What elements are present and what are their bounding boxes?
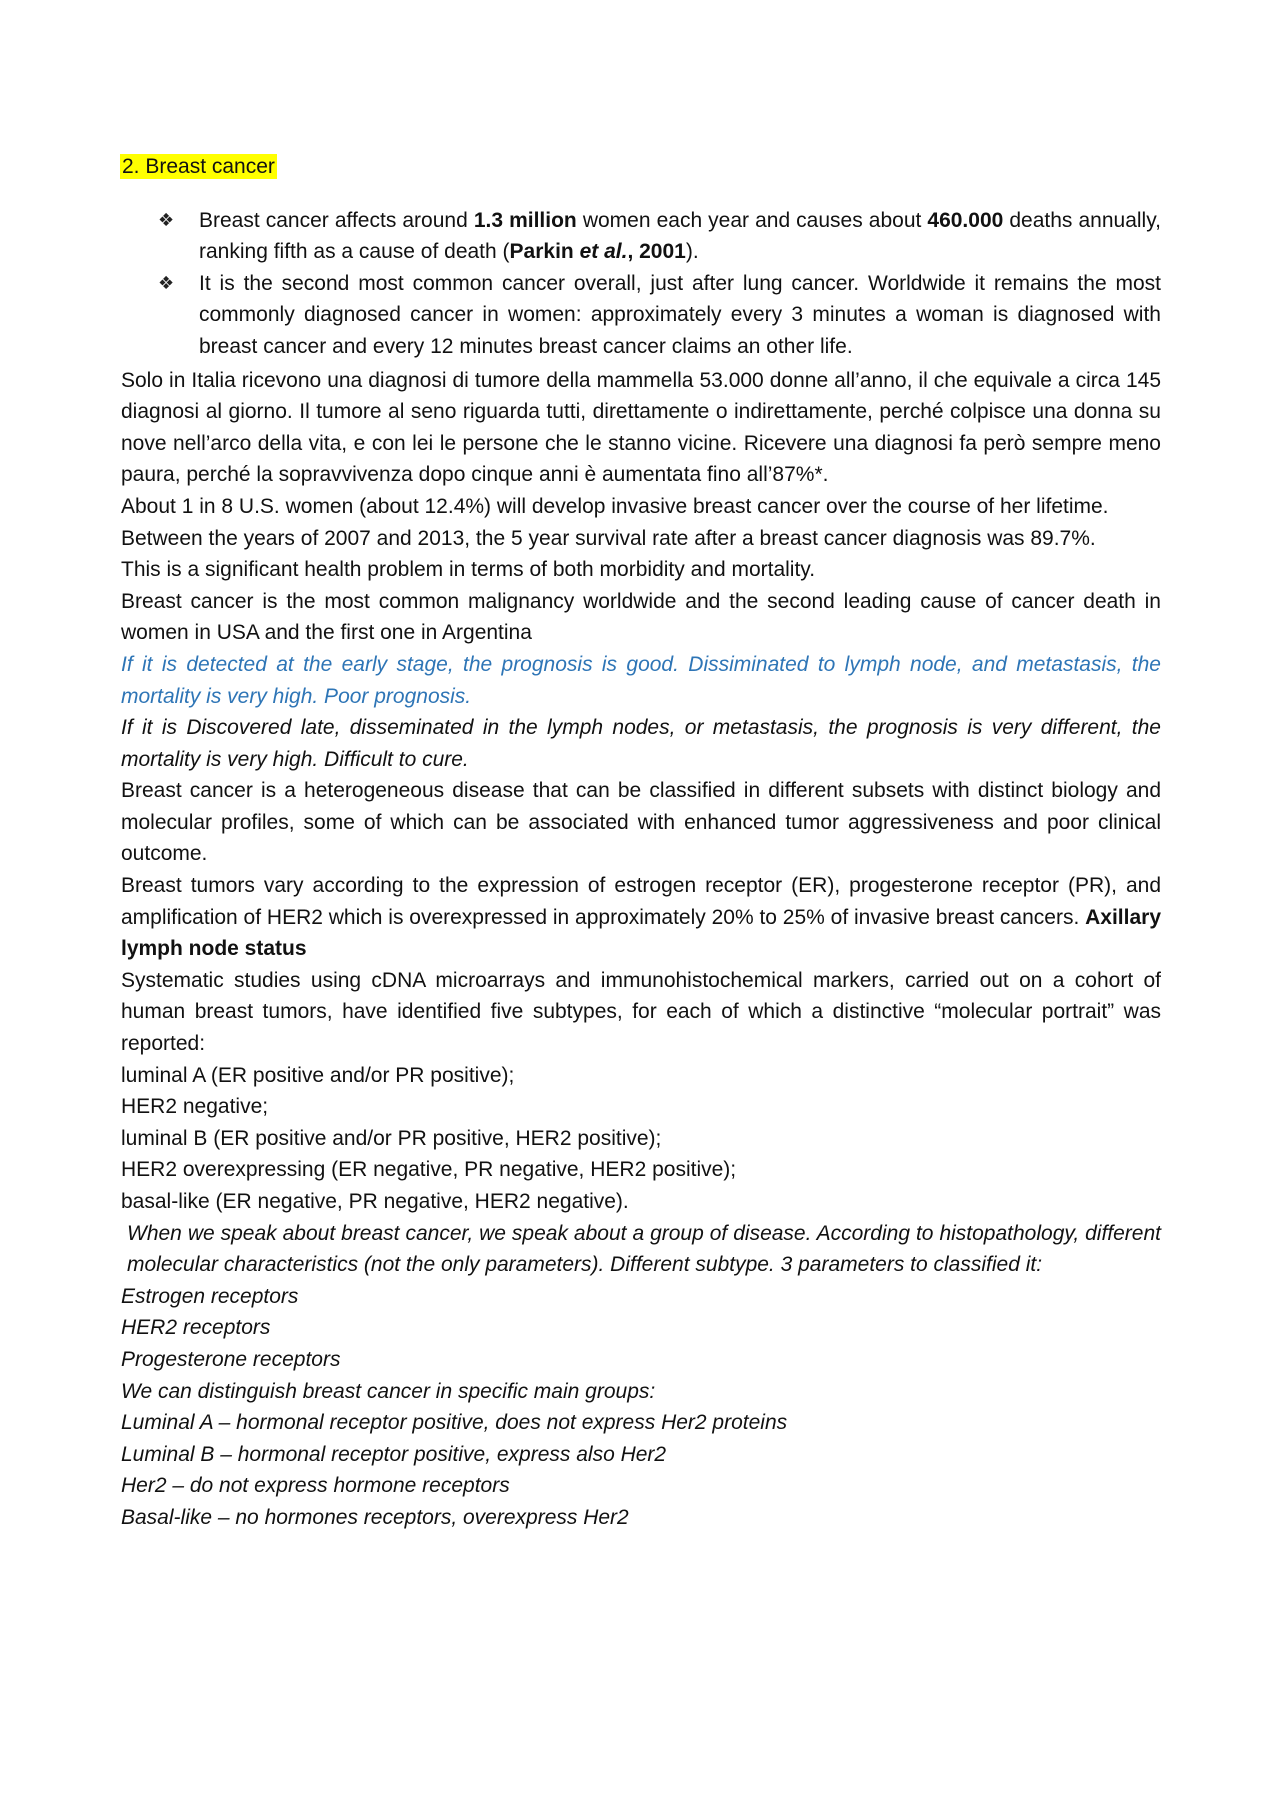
paragraph-systematic: Systematic studies using cDNA microarrays and immunohistochemical markers, carried out on a cohort of human breast tumors, have identified five subtypes, for each of which a distinctive “molecular portrait” was reported: <box>121 968 1161 1056</box>
paragraph-survival: Between the years of 2007 and 2013, the 5 year survival rate after a breast cancer diagnosis was 89.7%. <box>121 526 1096 550</box>
bullet-text: Breast cancer affects around <box>199 208 474 232</box>
paragraph-us-women: About 1 in 8 U.S. women (about 12.4%) will develop invasive breast cancer over the course of her lifetime. <box>121 494 1109 518</box>
bullet-item-ranking <box>158 268 1161 363</box>
citation-author: Parkin <box>509 240 580 264</box>
groups-intro: We can distinguish breast cancer in specific main groups: <box>121 1379 656 1403</box>
four-diamond-bullet-icon: ❖ <box>158 209 175 230</box>
paragraph-early-detection: If it is detected at the early stage, the prognosis is good. Dissiminated to lymph node, and metastasis, the mortality is very high. Poor prognosis. <box>121 652 1161 708</box>
paragraph-malignancy: Breast cancer is the most common malignancy worldwide and the second leading cause of cancer death in women in USA and the first one in Argentina <box>121 589 1161 645</box>
paragraph-italia: Solo in Italia ricevono una diagnosi di tumore della mammella 53.000 donne all’anno, il che equivale a circa 145 diagnosi al giorno. Il tumore al seno riguarda tutti, direttamente o indirettamente, perché colpisce una donna su nove nell’arco della vita, e con lei le persone che le stanno vicine. Ricevere una diagnosi fa però sempre meno paura, perché la sopravvivenza dopo cinque anni è aumentata fino all’87%*. <box>121 368 1161 487</box>
bold-deaths: 460.000 <box>927 208 1004 232</box>
citation <box>510 240 686 263</box>
axillary-bold: Axillary lymph node status <box>121 905 1162 961</box>
four-diamond-bullet-icon: ❖ <box>158 272 175 293</box>
paragraph-group-of-disease: When we speak about breast cancer, we speak about a group of disease. According to histopathology, different molecular characteristics (not the only parameters). Different subtype. 3 parameters to classified it: <box>127 1221 1161 1277</box>
document-content <box>121 151 1161 1534</box>
bold-million: 1.3 million <box>473 208 577 232</box>
paragraph-tumors-vary <box>121 870 1161 965</box>
section-heading-wrap <box>121 151 1161 183</box>
subtype-line: basal-like (ER negative, PR negative, HER2 negative). <box>121 1190 629 1213</box>
paragraph-heterogeneous: Breast cancer is a heterogeneous disease that can be classified in different subsets with distinct biology and molecular profiles, some of which can be associated with enhanced tumor aggressiveness and poor clinical outcome. <box>121 779 1161 866</box>
subtype-line: luminal A (ER positive and/or PR positive); <box>121 1063 515 1087</box>
parameter-line: HER2 receptors <box>121 1316 271 1340</box>
group-line: Her2 – do not express hormone receptors <box>121 1474 510 1498</box>
parameter-line: Progesterone receptors <box>121 1347 341 1371</box>
bullet-text: deaths annually, ranking fifth as a cause of death ( <box>199 208 1161 264</box>
paragraph-late-detection: If it is Discovered late, disseminated in the lymph nodes, or metastasis, the prognosis is very different, the mortality is very high. Difficult to cure. <box>121 716 1161 771</box>
subtype-line: luminal B (ER positive and/or PR positive, HER2 positive); <box>121 1126 662 1150</box>
parameter-line: Estrogen receptors <box>121 1284 299 1308</box>
tumors-vary-text: Breast tumors vary according to the expression of estrogen receptor (ER), progesterone receptor (PR), and amplification of HER2 which is overexpressed in approximately 20% to 25% of invasive breast cancers. <box>121 874 1161 929</box>
paragraph-health-problem: This is a significant health problem in terms of both morbidity and mortality. <box>121 558 816 582</box>
bullet-text: ). <box>685 240 699 264</box>
group-line: Luminal A – hormonal receptor positive, does not express Her2 proteins <box>121 1411 788 1435</box>
group-line: Luminal B – hormonal receptor positive, express also Her2 <box>121 1442 667 1466</box>
subtype-line: HER2 overexpressing (ER negative, PR negative, HER2 positive); <box>121 1158 737 1182</box>
bullet-item-incidence <box>158 205 1161 268</box>
group-line: Basal-like – no hormones receptors, overexpress Her2 <box>121 1505 629 1529</box>
bullet-list <box>121 205 1161 363</box>
bullet-text: It is the second most common cancer overall, just after lung cancer. Worldwide it remains the most commonly diagnosed cancer in women: approximately every 3 minutes a woman is diagnosed with breast cancer and every 12 minutes breast cancer claims an other life. <box>199 271 1161 358</box>
bullet-text: women each year and causes about <box>576 208 928 232</box>
citation-etal: et al. <box>579 240 628 264</box>
section-heading: 2. Breast cancer <box>122 155 275 178</box>
citation-year: , 2001 <box>627 240 686 264</box>
subtype-line: HER2 negative; <box>121 1095 269 1119</box>
